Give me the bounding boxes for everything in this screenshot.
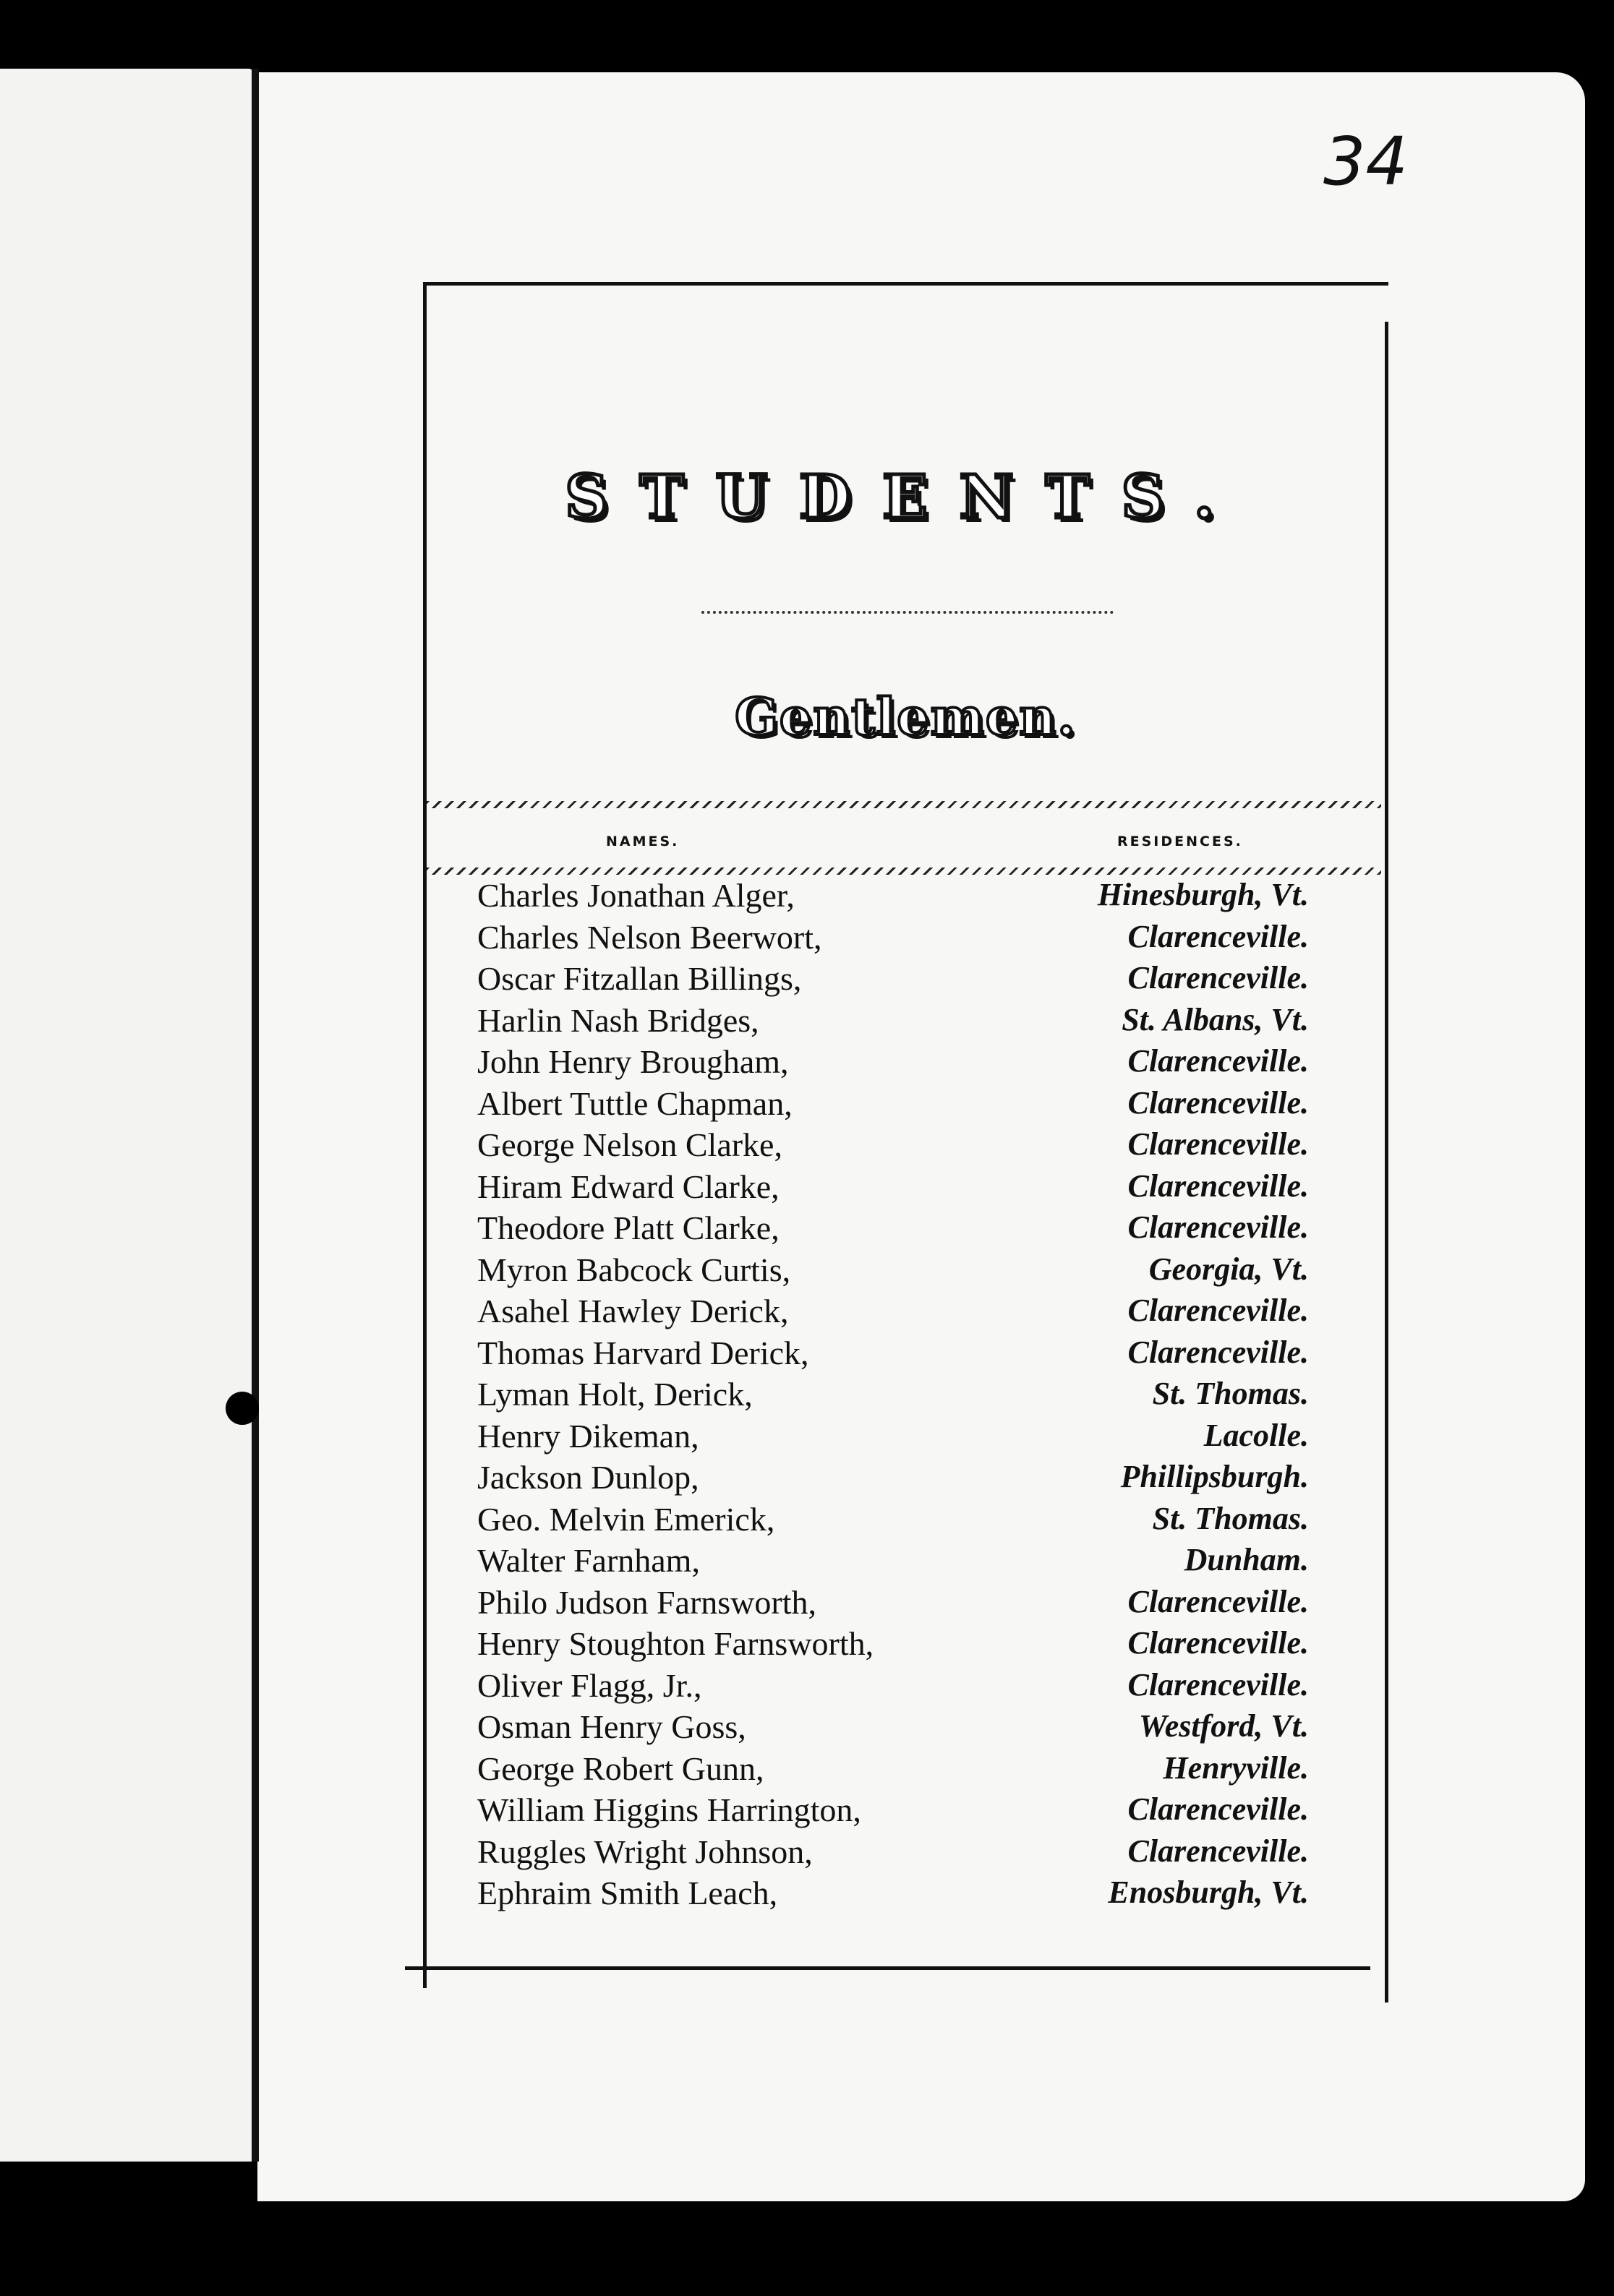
- student-row: [477, 1708, 1309, 1749]
- student-residence: Clarenceville.: [1127, 1084, 1309, 1121]
- student-name: Ephraim Smith Leach,: [477, 1875, 778, 1911]
- binding-edge: [252, 69, 259, 2162]
- student-name: Myron Babcock Curtis,: [477, 1251, 791, 1288]
- student-name: Thomas Harvard Derick,: [477, 1334, 809, 1371]
- student-row: [477, 1126, 1309, 1168]
- student-residence: Clarenceville.: [1127, 1791, 1309, 1827]
- student-name: Asahel Hawley Derick,: [477, 1293, 789, 1329]
- student-residence: Dunham.: [1184, 1542, 1309, 1577]
- student-residence: St. Thomas.: [1152, 1500, 1309, 1536]
- student-name: Philo Judson Farnsworth,: [477, 1583, 816, 1621]
- student-row: [477, 1375, 1309, 1417]
- student-name: Charles Jonathan Alger,: [477, 877, 795, 914]
- student-residence: Clarenceville.: [1127, 1293, 1309, 1328]
- frame-right-rule: [1385, 322, 1388, 2002]
- student-row: [477, 1417, 1309, 1459]
- student-row: [477, 1874, 1309, 1916]
- section-heading: Gentlemen.: [735, 687, 1077, 747]
- student-name: Henry Stoughton Farnsworth,: [477, 1625, 874, 1662]
- student-name: George Nelson Clarke,: [477, 1126, 782, 1163]
- student-row: [477, 1666, 1309, 1708]
- student-name: Charles Nelson Beerwort,: [477, 918, 822, 956]
- frame-left-rule: [423, 282, 427, 1988]
- residences-column-header: RESIDENCES.: [1117, 834, 1243, 849]
- student-name: Harlin Nash Bridges,: [477, 1001, 759, 1039]
- student-name: Theodore Platt Clarke,: [477, 1209, 780, 1246]
- student-residence: St. Thomas.: [1152, 1376, 1309, 1411]
- student-name: Geo. Melvin Emerick,: [477, 1500, 775, 1538]
- student-name: Oscar Fitzallan Billings,: [477, 960, 802, 997]
- student-residence: Clarenceville.: [1127, 1583, 1309, 1619]
- student-row: [477, 1292, 1309, 1334]
- student-row: [477, 1084, 1309, 1126]
- page-title: STUDENTS.: [565, 463, 1247, 532]
- student-row: [477, 1001, 1309, 1043]
- student-row: [477, 1500, 1309, 1542]
- student-residence: Clarenceville.: [1127, 1209, 1309, 1245]
- binding-hole: [226, 1392, 259, 1425]
- student-name: Albert Tuttle Chapman,: [477, 1084, 793, 1122]
- student-residence: Hinesburgh, Vt.: [1097, 877, 1309, 912]
- student-name: George Robert Gunn,: [477, 1749, 764, 1787]
- student-name: John Henry Brougham,: [477, 1043, 789, 1080]
- student-residence: Clarenceville.: [1127, 1168, 1309, 1204]
- student-residence: Georgia, Vt.: [1148, 1251, 1309, 1287]
- student-row: [477, 1791, 1309, 1833]
- student-residence: Enosburgh, Vt.: [1108, 1875, 1309, 1910]
- frame-top-rule: [423, 282, 1388, 286]
- student-residence: Clarenceville.: [1127, 1334, 1309, 1370]
- student-row: [477, 1833, 1309, 1875]
- student-residence: Clarenceville.: [1127, 960, 1309, 995]
- page-number: 34: [1323, 123, 1409, 200]
- student-list: [477, 876, 1309, 1916]
- student-row: [477, 959, 1309, 1001]
- student-residence: Lacolle.: [1203, 1417, 1309, 1453]
- student-name: Ruggles Wright Johnson,: [477, 1833, 813, 1870]
- student-row: [477, 1458, 1309, 1500]
- student-residence: Westford, Vt.: [1138, 1708, 1309, 1744]
- title-divider: [701, 611, 1114, 614]
- student-residence: Clarenceville.: [1127, 1833, 1309, 1869]
- student-name: Oliver Flagg, Jr.,: [477, 1666, 702, 1704]
- student-residence: St. Albans, Vt.: [1122, 1001, 1309, 1037]
- student-row: [477, 876, 1309, 918]
- student-residence: Phillipsburgh.: [1120, 1459, 1309, 1494]
- student-residence: Clarenceville.: [1127, 1625, 1309, 1661]
- student-residence: Clarenceville.: [1127, 1043, 1309, 1079]
- student-row: [477, 1251, 1309, 1293]
- left-page: [0, 69, 253, 2162]
- student-row: [477, 1624, 1309, 1666]
- student-residence: Clarenceville.: [1127, 918, 1309, 954]
- student-residence: Clarenceville.: [1127, 1666, 1309, 1702]
- student-name: Lyman Holt, Derick,: [477, 1376, 753, 1413]
- student-row: [477, 1334, 1309, 1376]
- student-residence: Clarenceville.: [1127, 1126, 1309, 1162]
- student-name: Henry Dikeman,: [477, 1417, 699, 1455]
- names-column-header: NAMES.: [606, 834, 680, 849]
- header-wavy-rule-bottom: [427, 868, 1381, 875]
- student-row: [477, 1042, 1309, 1084]
- student-name: William Higgins Harrington,: [477, 1791, 861, 1828]
- student-row: [477, 1168, 1309, 1209]
- student-name: Jackson Dunlop,: [477, 1459, 699, 1496]
- student-residence: Henryville.: [1163, 1749, 1309, 1786]
- student-name: Hiram Edward Clarke,: [477, 1168, 780, 1205]
- frame-bottom-rule: [405, 1966, 1370, 1970]
- student-row: [477, 918, 1309, 960]
- student-row: [477, 1749, 1309, 1791]
- student-name: Osman Henry Goss,: [477, 1708, 746, 1745]
- header-wavy-rule-top: [427, 801, 1381, 808]
- student-row: [477, 1583, 1309, 1625]
- student-name: Walter Farnham,: [477, 1542, 700, 1579]
- student-row: [477, 1209, 1309, 1251]
- student-row: [477, 1541, 1309, 1583]
